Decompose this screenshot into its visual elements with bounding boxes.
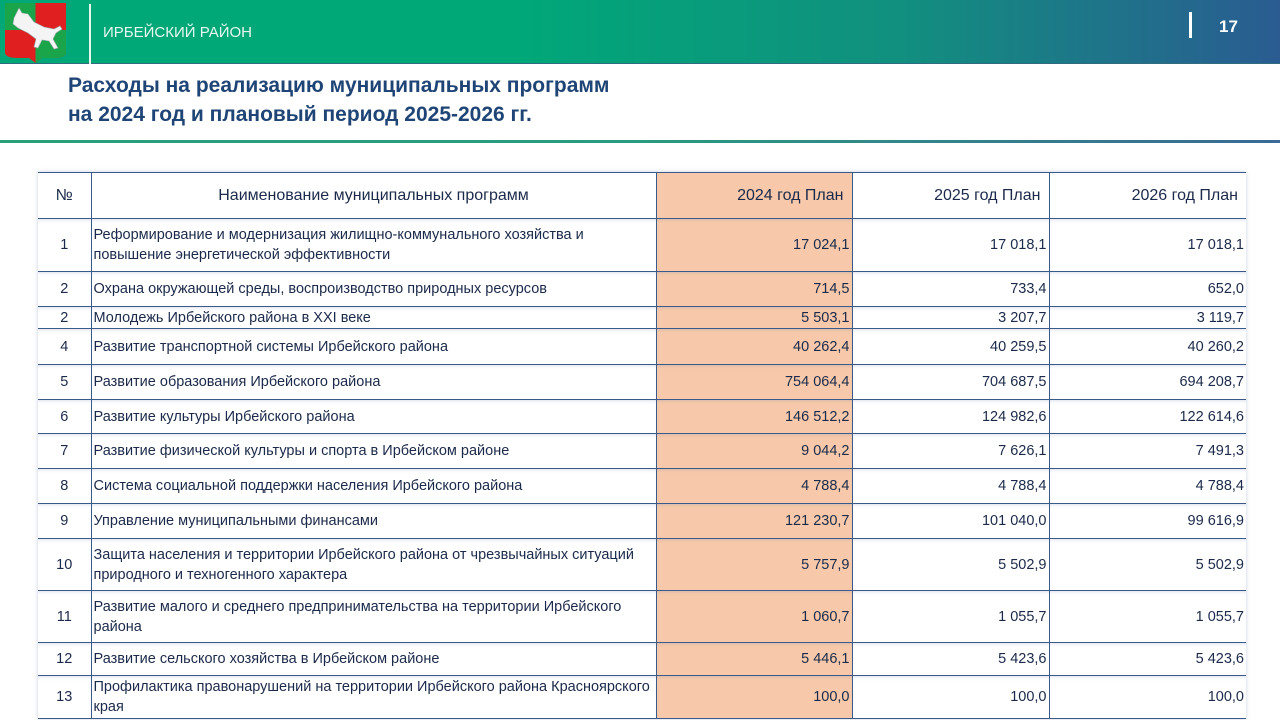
column-header-2024: 2024 год План	[656, 173, 852, 219]
table-row	[38, 400, 1246, 434]
program-name: Развитие образования Ирбейского района	[91, 365, 656, 400]
row-number: 6	[38, 400, 91, 434]
value-2024: 100,0	[656, 676, 852, 719]
value-2026: 5 423,6	[1049, 643, 1246, 676]
value-2026: 694 208,7	[1049, 365, 1246, 400]
value-2026: 17 018,1	[1049, 219, 1246, 272]
value-2026: 3 119,7	[1049, 307, 1246, 329]
value-2024: 17 024,1	[656, 219, 852, 272]
value-2025: 101 040,0	[852, 504, 1049, 539]
program-name: Молодежь Ирбейского района в XXI веке	[91, 307, 656, 329]
column-header-2026: 2026 год План	[1049, 173, 1246, 219]
value-2026: 4 788,4	[1049, 469, 1246, 504]
program-name: Реформирование и модернизация жилищно-коммунального хозяйства и повышение энергетической эффективности	[91, 219, 656, 272]
value-2025: 733,4	[852, 272, 1049, 307]
program-name: Развитие малого и среднего предпринимательства на территории Ирбейского района	[91, 591, 656, 643]
row-number: 12	[38, 643, 91, 676]
page-title-line-1: Расходы на реализацию муниципальных программ	[68, 74, 610, 97]
table-row	[38, 434, 1246, 469]
value-2025: 100,0	[852, 676, 1049, 719]
table-row	[38, 591, 1246, 643]
row-number: 4	[38, 329, 91, 365]
program-name: Защита населения и территории Ирбейского района от чрезвычайных ситуаций природного и техногенного характера	[91, 539, 656, 591]
value-2026: 1 055,7	[1049, 591, 1246, 643]
value-2025: 1 055,7	[852, 591, 1049, 643]
district-name: ИРБЕЙСКИЙ РАЙОН	[103, 24, 253, 41]
table-row	[38, 469, 1246, 504]
program-name: Система социальной поддержки населения Ирбейского района	[91, 469, 656, 504]
page-title-line-2: на 2024 год и плановый период 2025-2026 гг.	[68, 103, 532, 126]
program-name: Развитие физической культуры и спорта в Ирбейском районе	[91, 434, 656, 469]
table-row	[38, 307, 1246, 329]
value-2025: 3 207,7	[852, 307, 1049, 329]
table-row	[38, 219, 1246, 272]
value-2026: 652,0	[1049, 272, 1246, 307]
value-2024: 146 512,2	[656, 400, 852, 434]
row-number: 9	[38, 504, 91, 539]
row-number: 1	[38, 219, 91, 272]
row-number: 2	[38, 272, 91, 307]
program-name: Развитие транспортной системы Ирбейского района	[91, 329, 656, 365]
value-2024: 5 446,1	[656, 643, 852, 676]
row-number: 11	[38, 591, 91, 643]
value-2026: 122 614,6	[1049, 400, 1246, 434]
table-row	[38, 272, 1246, 307]
table-row	[38, 365, 1246, 400]
value-2024: 1 060,7	[656, 591, 852, 643]
value-2024: 4 788,4	[656, 469, 852, 504]
value-2024: 9 044,2	[656, 434, 852, 469]
table-row	[38, 329, 1246, 365]
value-2026: 40 260,2	[1049, 329, 1246, 365]
program-name: Развитие культуры Ирбейского района	[91, 400, 656, 434]
page-number-divider	[1189, 12, 1192, 38]
value-2025: 7 626,1	[852, 434, 1049, 469]
header-bottom-line	[0, 63, 1280, 64]
value-2025: 4 788,4	[852, 469, 1049, 504]
row-number: 13	[38, 676, 91, 719]
value-2025: 704 687,5	[852, 365, 1049, 400]
value-2026: 7 491,3	[1049, 434, 1246, 469]
program-name: Управление муниципальными финансами	[91, 504, 656, 539]
value-2025: 5 502,9	[852, 539, 1049, 591]
value-2026: 5 502,9	[1049, 539, 1246, 591]
value-2025: 17 018,1	[852, 219, 1049, 272]
programs-table	[38, 172, 1246, 719]
table-header-row	[38, 173, 1246, 219]
value-2026: 99 616,9	[1049, 504, 1246, 539]
table-row	[38, 643, 1246, 676]
value-2025: 124 982,6	[852, 400, 1049, 434]
title-underline	[0, 140, 1280, 143]
value-2025: 40 259,5	[852, 329, 1049, 365]
column-header-num: №	[38, 173, 91, 219]
table-row	[38, 539, 1246, 591]
program-name: Развитие сельского хозяйства в Ирбейском районе	[91, 643, 656, 676]
row-number: 2	[38, 307, 91, 329]
header-divider	[89, 4, 91, 64]
value-2025: 5 423,6	[852, 643, 1049, 676]
coat-of-arms-icon	[4, 2, 67, 64]
row-number: 5	[38, 365, 91, 400]
value-2024: 5 757,9	[656, 539, 852, 591]
value-2024: 5 503,1	[656, 307, 852, 329]
row-number: 8	[38, 469, 91, 504]
row-number: 7	[38, 434, 91, 469]
page-number: 17	[1219, 17, 1238, 36]
value-2024: 121 230,7	[656, 504, 852, 539]
column-header-name: Наименование муниципальных программ	[91, 173, 656, 219]
value-2024: 40 262,4	[656, 329, 852, 365]
value-2026: 100,0	[1049, 676, 1246, 719]
table-row	[38, 676, 1246, 719]
page-title	[68, 71, 609, 129]
table-row	[38, 504, 1246, 539]
program-name: Охрана окружающей среды, воспроизводство природных ресурсов	[91, 272, 656, 307]
column-header-2025: 2025 год План	[852, 173, 1049, 219]
value-2024: 754 064,4	[656, 365, 852, 400]
row-number: 10	[38, 539, 91, 591]
program-name: Профилактика правонарушений на территории Ирбейского района Красноярского края	[91, 676, 656, 719]
value-2024: 714,5	[656, 272, 852, 307]
